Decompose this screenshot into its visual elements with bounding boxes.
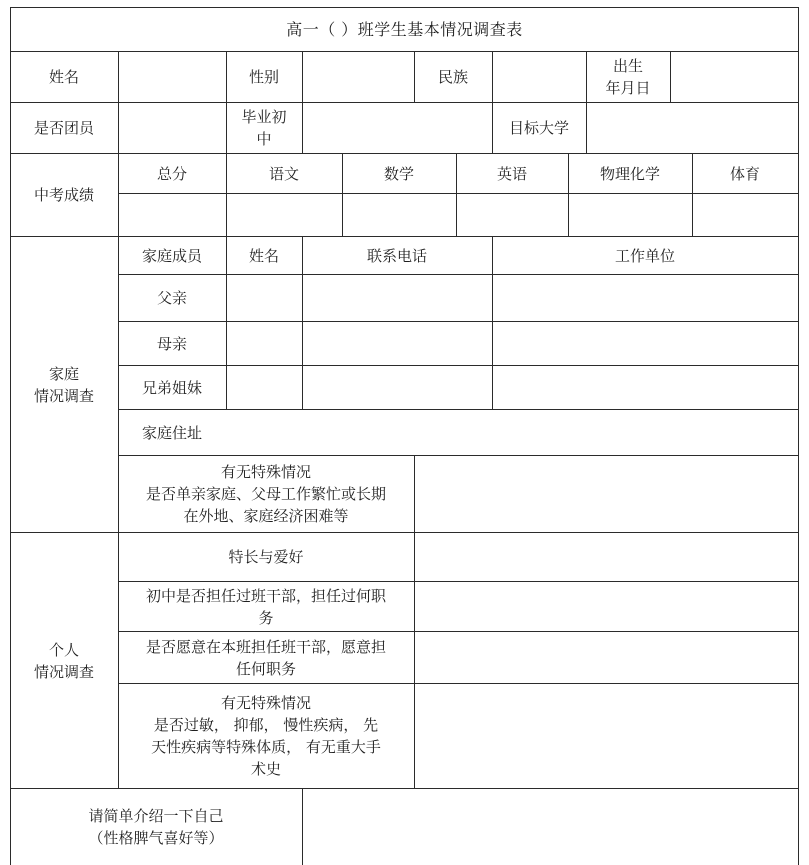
exam-subject-total: 总分 [156, 164, 187, 183]
family-special-situation-label: 有无特殊情况 是否单亲家庭、父母工作繁忙或长期 在外地、家庭经济困难等 [145, 463, 386, 525]
class-cadre-label: 是否愿意在本班担任班干部，愿意担 任何职务 [145, 637, 386, 678]
exam-scores-label: 中考成绩 [33, 186, 94, 204]
exam-subject-chinese: 语文 [268, 164, 299, 183]
family-phone-header: 联系电话 [366, 246, 427, 265]
birth-date-label: 出生 年月日 [605, 57, 651, 97]
family-work-header: 工作单位 [614, 246, 675, 265]
family-address-label: 家庭住址 [141, 423, 202, 442]
name-field[interactable] [119, 52, 226, 102]
family-section-label: 家庭 情况调查 [33, 364, 94, 405]
border-line [798, 7, 799, 865]
exam-subject-physics-chemistry: 物理化学 [599, 164, 660, 183]
family-father-label: 父亲 [156, 289, 187, 307]
middle-school-field[interactable] [303, 103, 492, 153]
exam-score-pe-field[interactable] [693, 194, 798, 236]
personal-special-situation-field[interactable] [415, 684, 798, 788]
ethnicity-label: 民族 [437, 68, 468, 86]
class-cadre-field[interactable] [415, 632, 798, 683]
personal-special-situation-label: 有无特殊情况 是否过敏， 抑郁， 慢性疾病， 先 天性疾病等特殊体质， 有无重大手 术史 [151, 694, 381, 778]
page-title: 高一（ ）班学生基本情况调查表 [286, 19, 523, 39]
self-introduction-field[interactable] [303, 789, 798, 865]
gender-field[interactable] [303, 52, 414, 102]
exam-score-english-field[interactable] [457, 194, 568, 236]
junior-cadre-field[interactable] [415, 582, 798, 631]
family-members-header: 家庭成员 [141, 246, 202, 265]
junior-cadre-label: 初中是否担任过班干部，担任过何职 务 [145, 586, 386, 627]
target-university-label: 目标大学 [508, 119, 569, 137]
siblings-work-field[interactable] [493, 366, 798, 409]
exam-subject-pe: 体育 [729, 164, 760, 183]
mother-name-field[interactable] [227, 322, 302, 365]
siblings-name-field[interactable] [227, 366, 302, 409]
target-university-field[interactable] [587, 103, 798, 153]
mother-work-field[interactable] [493, 322, 798, 365]
family-address-field[interactable] [227, 410, 798, 455]
personal-section-label: 个人 情况调查 [33, 640, 94, 681]
gender-label: 性别 [248, 68, 279, 86]
exam-score-math-field[interactable] [343, 194, 456, 236]
talents-hobbies-label: 特长与爱好 [228, 548, 304, 566]
siblings-phone-field[interactable] [303, 366, 492, 409]
birth-date-field[interactable] [671, 52, 798, 102]
father-work-field[interactable] [493, 275, 798, 321]
self-introduction-label: 请简单介绍一下自己 （性格脾气喜好等） [88, 807, 224, 847]
middle-school-label: 毕业初 中 [241, 108, 287, 148]
exam-subject-math: 数学 [383, 164, 414, 183]
league-member-field[interactable] [119, 103, 226, 153]
ethnicity-field[interactable] [493, 52, 586, 102]
exam-subject-english: 英语 [496, 164, 527, 183]
mother-phone-field[interactable] [303, 322, 492, 365]
family-special-situation-field[interactable] [415, 456, 798, 532]
family-siblings-label: 兄弟姐妹 [141, 378, 202, 397]
family-mother-label: 母亲 [156, 334, 187, 353]
exam-score-chinese-field[interactable] [227, 194, 342, 236]
father-phone-field[interactable] [303, 275, 492, 321]
talents-hobbies-field[interactable] [415, 533, 798, 581]
family-name-header: 姓名 [248, 246, 279, 265]
league-member-label: 是否团员 [33, 119, 94, 137]
exam-score-physics-chemistry-field[interactable] [569, 194, 692, 236]
name-label: 姓名 [48, 68, 79, 86]
father-name-field[interactable] [227, 275, 302, 321]
exam-score-total-field[interactable] [119, 194, 226, 236]
